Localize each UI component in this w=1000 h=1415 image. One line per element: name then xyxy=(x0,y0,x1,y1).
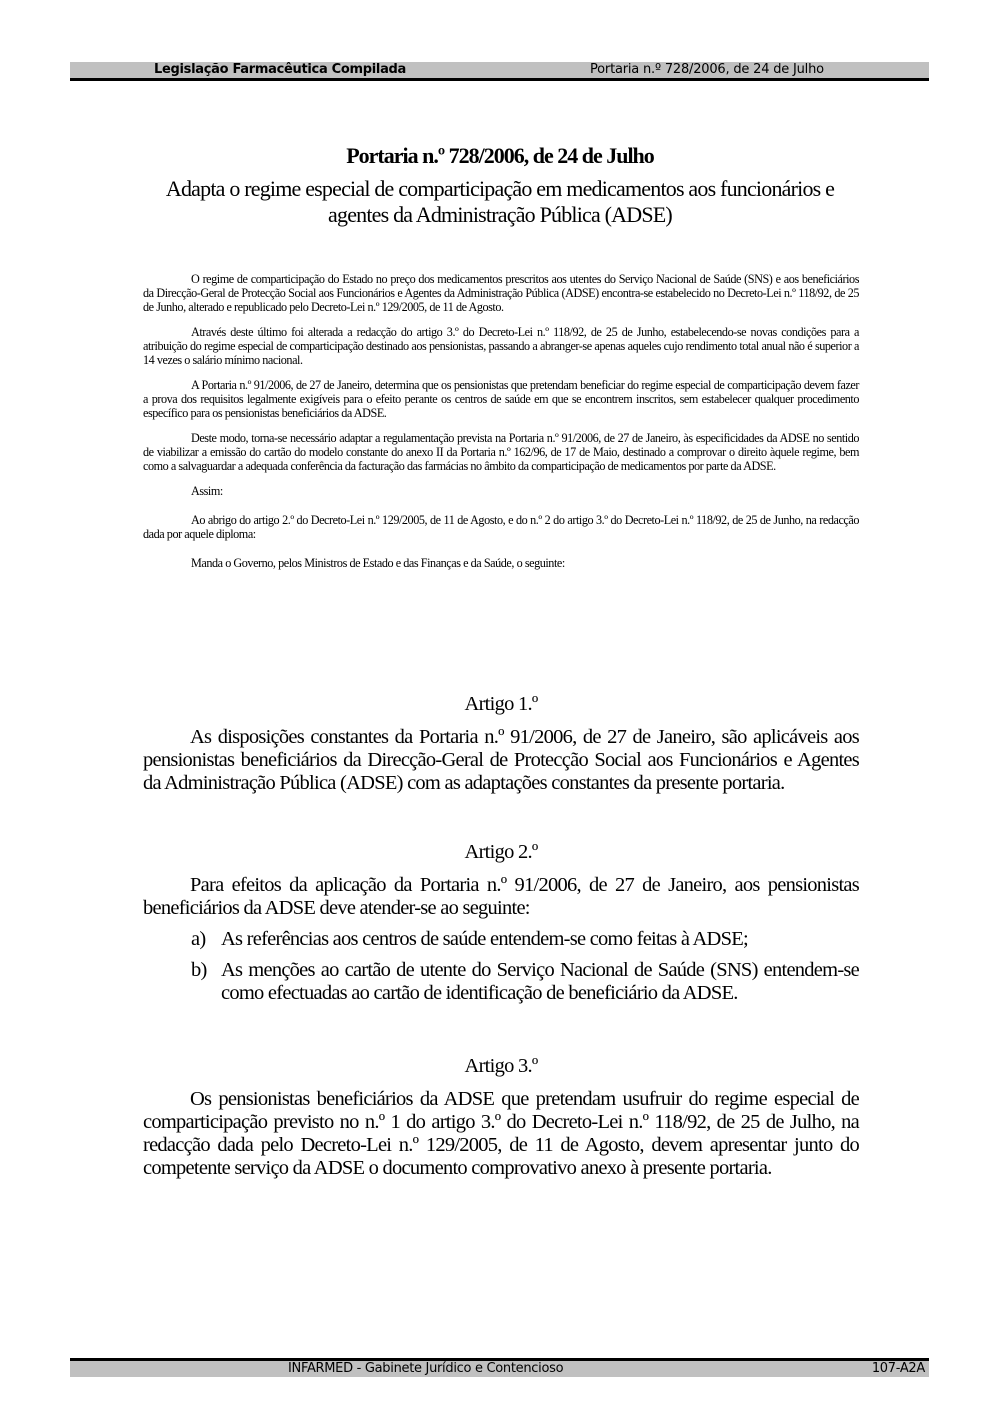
document-title: Portaria n.º 728/2006, de 24 de Julho xyxy=(346,143,654,168)
preamble-paragraph: Assim: xyxy=(191,484,223,498)
preamble-paragraph: Deste modo, torna-se necessário adaptar a regulamentação prevista na Portaria n.º 91/2006, de 27 de Janeiro, às especificidades da ADSE no sentido de viabilizar a emissão do cartão do modelo constante do anexo II da Portaria n.º 162/96, de 17 de Maio, destinado a comprovar o direito àquele regime, bem como a salvaguardar a adequada conferência da facturação das farmácias no âmbito da comparticipação de medicamentos por parte da ADSE. xyxy=(143,431,859,473)
document-subtitle: Adapta o regime especial de comparticipação em medicamentos aos funcionários e agentes da Administração Pública (ADSE) xyxy=(165,176,835,227)
article-text: Para efeitos da aplicação da Portaria n.º 91/2006, de 27 de Janeiro, aos pensionistas beneficiários da ADSE deve atender-se ao seguinte: xyxy=(143,874,859,919)
list-marker: b) xyxy=(191,959,207,981)
page-footer xyxy=(70,1358,929,1377)
list-item-text: As menções ao cartão de utente do Serviço Nacional de Saúde (SNS) entendem-se como efectuadas ao cartão de identificação de beneficiário da ADSE. xyxy=(221,959,859,1004)
footer-page-number: 107-A2A xyxy=(871,1361,925,1376)
article-2 xyxy=(143,841,859,1005)
article-heading: Artigo 1.º xyxy=(464,693,538,715)
preamble-paragraph: Manda o Governo, pelos Ministros de Estado e das Finanças e da Saúde, o seguinte: xyxy=(191,556,565,570)
article-text: As disposições constantes da Portaria n.º 91/2006, de 27 de Janeiro, são aplicáveis aos pensionistas beneficiários da Direcção-Geral de Protecção Social aos Funcionários e Agentes da Administração Pública (ADSE) com as adaptações constantes da presente portaria. xyxy=(143,726,859,794)
article-1 xyxy=(143,693,859,795)
preamble-paragraph: A Portaria n.º 91/2006, de 27 de Janeiro, determina que os pensionistas que pretendam beneficiar do regime especial de comparticipação devem fazer a prova dos requisitos legalmente exigíveis para o efeito perante os centros de saúde em que se encontrem inscritos, sem estabelecer qualquer procedimento específico para os pensionistas beneficiários da ADSE. xyxy=(143,378,859,420)
article-heading: Artigo 2.º xyxy=(464,841,538,863)
list-marker: a) xyxy=(191,928,206,950)
article-heading: Artigo 3.º xyxy=(464,1055,538,1077)
header-publication-title: Legislação Farmacêutica Compilada xyxy=(154,62,407,77)
header-document-reference: Portaria n.º 728/2006, de 24 de Julho xyxy=(590,62,824,77)
article-text: Os pensionistas beneficiários da ADSE que pretendam usufruir do regime especial de comparticipação previsto no n.º 1 do artigo 3.º do Decreto-Lei n.º 118/92, de 25 de Julho, na redacção dada pelo Decreto-Lei n.º 129/2005, de 11 de Agosto, devem apresentar junto do competente serviço da ADSE o documento comprovativo anexo à presente portaria. xyxy=(143,1088,859,1179)
footer-organization: INFARMED - Gabinete Jurídico e Contencioso xyxy=(288,1361,564,1376)
list-item xyxy=(143,928,859,951)
list-item xyxy=(143,959,859,1005)
article-3 xyxy=(143,1055,859,1180)
list-item-text: As referências aos centros de saúde entendem-se como feitas à ADSE; xyxy=(221,928,748,950)
preamble-paragraph: Através deste último foi alterada a redacção do artigo 3.º do Decreto-Lei n.º 118/92, de 25 de Junho, estabelecendo-se novas condições para a atribuição do regime especial de comparticipação destinado aos pensionistas, passando a abranger-se apenas aqueles cujo rendimento total anual não é superior a 14 vezes o salário mínimo nacional. xyxy=(143,325,859,367)
preamble-paragraph: O regime de comparticipação do Estado no preço dos medicamentos prescritos aos utentes do Serviço Nacional de Saúde (SNS) e aos beneficiários da Direcção-Geral de Protecção Social aos Funcionários e Agentes da Administração Pública (ADSE) encontra-se estabelecido no Decreto-Lei n.º 118/92, de 25 de Junho, alterado e republicado pelo Decreto-Lei n.º 129/2005, de 11 de Agosto. xyxy=(143,272,859,314)
page-header xyxy=(70,62,929,81)
preamble xyxy=(143,272,859,581)
preamble-paragraph: Ao abrigo do artigo 2.º do Decreto-Lei n.º 129/2005, de 11 de Agosto, e do n.º 2 do artigo 3.º do Decreto-Lei n.º 118/92, de 25 de Junho, na redacção dada por aquele diploma: xyxy=(143,513,859,541)
